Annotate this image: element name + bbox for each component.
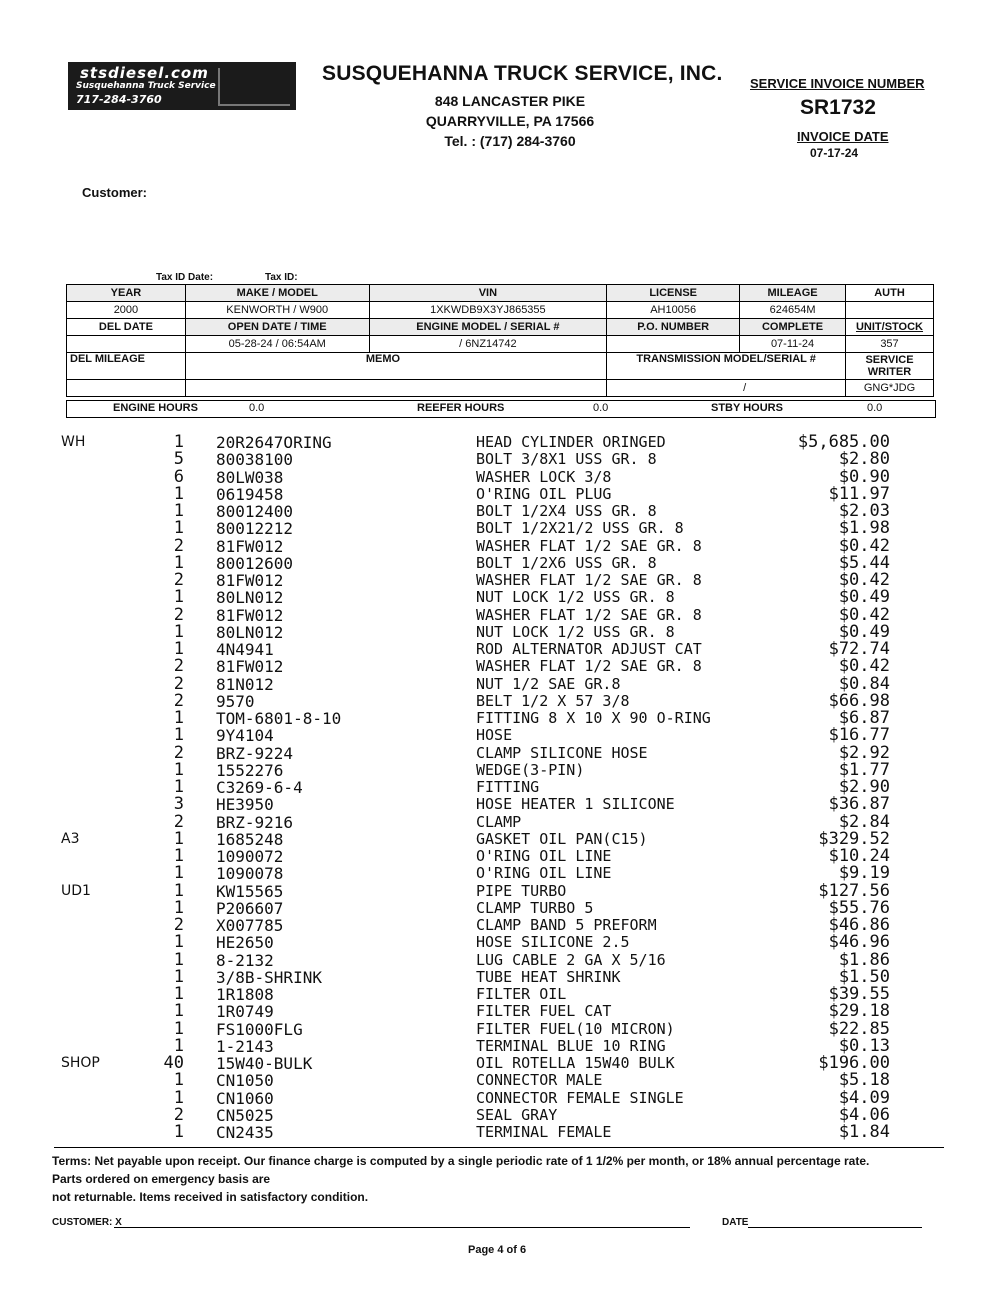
line-item-price: $36.87 xyxy=(828,794,890,815)
auth-label: AUTH xyxy=(846,285,934,302)
line-item-part-number: 80LN012 xyxy=(216,622,284,642)
line-item-qty: 1 xyxy=(173,483,184,504)
line-item-part-number: TOM-6801-8-10 xyxy=(216,709,342,728)
memo-label: MEMO xyxy=(185,353,606,380)
line-item-description: TUBE HEAT SHRINK xyxy=(476,967,621,986)
line-item-part-number: 81FW012 xyxy=(216,605,284,625)
line-item-part-number: FS1000FLG xyxy=(216,1019,303,1039)
vin-label: VIN xyxy=(369,285,607,302)
line-item-price: $39.55 xyxy=(828,984,890,1004)
line-item-price: $2.84 xyxy=(838,811,890,832)
line-item-price: $2.90 xyxy=(838,777,890,797)
line-item-description: CLAMP xyxy=(476,812,522,831)
make-model-value: KENWORTH / W900 xyxy=(185,302,369,319)
line-item-row xyxy=(0,466,1000,487)
logo-website: stsdiesel.com xyxy=(80,64,209,82)
line-item-description: HEAD CYLINDER ORINGED xyxy=(476,433,666,451)
customer-signature-line xyxy=(114,1227,690,1228)
line-item-qty: 1 xyxy=(173,1018,184,1039)
line-item-price: $5,685.00 xyxy=(797,432,890,452)
line-item-price: $0.42 xyxy=(838,656,890,677)
line-item-price: $11.97 xyxy=(828,483,890,504)
line-item-part-number: 1090078 xyxy=(216,864,284,884)
line-item-location: UD1 xyxy=(61,882,91,899)
line-item-row xyxy=(0,949,1000,970)
line-item-part-number: 1552276 xyxy=(216,760,284,780)
line-item-part-number: BRZ-9216 xyxy=(216,812,294,832)
line-item-qty: 1 xyxy=(173,966,184,987)
line-item-description: CLAMP TURBO 5 xyxy=(476,898,594,917)
line-item-price: $0.13 xyxy=(838,1035,890,1056)
line-item-qty: 1 xyxy=(173,552,184,573)
line-item-qty: 1 xyxy=(173,932,184,953)
line-item-part-number: 81FW012 xyxy=(216,571,284,590)
line-item-row xyxy=(0,1124,1000,1141)
page-number: Page 4 of 6 xyxy=(468,1244,527,1256)
line-item-qty: 2 xyxy=(173,656,184,677)
terms-line-2: Parts ordered on emergency basis are xyxy=(52,1172,271,1186)
line-item-qty: 1 xyxy=(173,828,184,849)
line-item-description: FILTER OIL xyxy=(476,985,567,1003)
line-item-qty: 1 xyxy=(173,897,184,918)
po-number-label: P.O. NUMBER xyxy=(607,319,740,336)
vin-value: 1XKWDB9X3YJ865355 xyxy=(369,302,607,319)
terms-line-1: Terms: Net payable upon receipt. Our finance charge is computed by a single periodic rate of 1 1/2% per month, or 18% annual percentage rate. xyxy=(52,1154,870,1168)
line-item-qty: 1 xyxy=(173,501,184,521)
line-item-price: $5.18 xyxy=(838,1070,890,1091)
line-item-description: LUG CABLE 2 GA X 5/16 xyxy=(476,950,666,969)
transmission-value: / xyxy=(607,380,846,397)
license-label: LICENSE xyxy=(607,285,740,302)
line-item-description: BOLT 1/2X6 USS GR. 8 xyxy=(476,553,657,572)
line-item-price: $1.50 xyxy=(838,966,890,987)
terms xyxy=(52,1152,952,1206)
line-item-qty: 2 xyxy=(173,1104,184,1125)
line-item-description: WASHER LOCK 3/8 xyxy=(476,467,612,486)
line-item-qty: 1 xyxy=(173,1070,184,1091)
line-item-description: HOSE HEATER 1 SILICONE xyxy=(476,795,675,814)
line-item-qty: 1 xyxy=(173,1122,184,1142)
line-item-location: WH xyxy=(61,434,86,450)
line-item-part-number: 81FW012 xyxy=(216,657,284,677)
line-item-price: $0.49 xyxy=(838,621,890,642)
line-item-qty: 1 xyxy=(173,1035,184,1056)
line-item-qty: 1 xyxy=(173,759,184,780)
line-item-part-number: 81FW012 xyxy=(216,536,284,556)
line-item-part-number: 80012212 xyxy=(216,519,294,539)
line-item-qty: 1 xyxy=(173,984,184,1004)
customer-label: Customer: xyxy=(82,185,148,200)
date-label: DATE xyxy=(722,1217,749,1228)
line-item-price: $1.84 xyxy=(838,1122,890,1142)
open-date-value: 05-28-24 / 06:54AM xyxy=(185,336,369,353)
line-item-description: SEAL GRAY xyxy=(476,1105,558,1124)
company-name: SUSQUEHANNA TRUCK SERVICE, INC. xyxy=(322,62,723,85)
date-line xyxy=(748,1227,922,1228)
line-item-price: $29.18 xyxy=(828,1001,890,1022)
line-item-qty: 1 xyxy=(173,777,184,797)
line-item-row xyxy=(0,589,1000,606)
line-item-part-number: 80LW038 xyxy=(216,467,284,487)
line-item-qty: 2 xyxy=(173,742,184,763)
unit-stock-label: UNIT/STOCK xyxy=(846,319,934,336)
line-item-part-number: 4N4941 xyxy=(216,640,274,659)
line-item-row xyxy=(0,934,1000,951)
line-item-row xyxy=(0,796,1000,813)
line-item-description: BOLT 3/8X1 USS GR. 8 xyxy=(476,450,657,469)
line-item-row xyxy=(0,451,1000,468)
line-item-qty: 1 xyxy=(173,949,184,970)
line-item-qty: 2 xyxy=(173,915,184,935)
unit-stock-value: 357 xyxy=(846,336,934,353)
line-item-price: $0.42 xyxy=(838,570,890,590)
line-item-part-number: HE3950 xyxy=(216,795,274,815)
line-item-part-number: KW15565 xyxy=(216,881,284,901)
mileage-label: MILEAGE xyxy=(740,285,846,302)
line-item-row xyxy=(0,811,1000,832)
line-item-row xyxy=(0,1003,1000,1020)
invoice-date: 07-17-24 xyxy=(810,146,859,160)
line-item-row xyxy=(0,1087,1000,1108)
line-item-price: $0.42 xyxy=(838,535,890,556)
line-item-price: $0.90 xyxy=(838,466,890,487)
line-item-qty: 40 xyxy=(163,1053,184,1073)
line-item-price: $46.96 xyxy=(828,932,890,953)
line-item-price: $4.06 xyxy=(838,1104,890,1125)
line-item-qty: 6 xyxy=(173,466,184,487)
line-item-row xyxy=(0,742,1000,763)
line-item-part-number: 0619458 xyxy=(216,484,284,504)
line-item-row xyxy=(0,1018,1000,1039)
line-item-qty: 1 xyxy=(173,846,184,866)
del-mileage-label: DEL MILEAGE xyxy=(67,353,186,380)
invoice-date-label: INVOICE DATE xyxy=(797,129,889,144)
auth-value xyxy=(846,302,934,319)
invoice-number-label: SERVICE INVOICE NUMBER xyxy=(750,76,925,91)
line-item-description: WASHER FLAT 1/2 SAE GR. 8 xyxy=(476,657,702,676)
del-date-label: DEL DATE xyxy=(67,319,186,336)
line-item-qty: 1 xyxy=(173,725,184,746)
line-item-qty: 1 xyxy=(173,432,184,452)
line-item-price: $1.77 xyxy=(838,759,890,780)
line-item-part-number: 9570 xyxy=(216,691,255,711)
line-item-part-number: BRZ-9224 xyxy=(216,743,294,763)
line-item-description: WASHER FLAT 1/2 SAE GR. 8 xyxy=(476,571,702,589)
line-item-part-number: 1685248 xyxy=(216,829,284,849)
company-city: QUARRYVILLE, PA 17566 xyxy=(425,113,595,129)
line-item-description: WEDGE(3-PIN) xyxy=(476,760,585,779)
line-item-row xyxy=(0,673,1000,694)
tax-id-date-label: Tax ID Date: xyxy=(156,272,214,283)
line-item-description: BELT 1/2 X 57 3/8 xyxy=(476,691,630,710)
line-item-description: TERMINAL BLUE 10 RING xyxy=(476,1036,666,1055)
line-item-qty: 2 xyxy=(173,604,184,625)
line-item-part-number: 1R0749 xyxy=(216,1002,274,1022)
logo-phone: 717-284-3760 xyxy=(76,93,162,106)
line-item-description: FITTING 8 X 10 X 90 O-RING xyxy=(476,709,711,727)
line-item-part-number: 1090072 xyxy=(216,847,284,866)
line-item-part-number: CN1060 xyxy=(216,1088,274,1108)
line-item-price: $16.77 xyxy=(828,725,890,746)
line-item-qty: 1 xyxy=(173,708,184,728)
line-item-description: O'RING OIL LINE xyxy=(476,847,612,865)
line-item-price: $2.03 xyxy=(838,501,890,521)
logo-name: Susquehanna Truck Service xyxy=(76,81,216,91)
reefer-hours-value: 0.0 xyxy=(593,402,609,414)
line-item-price: $22.85 xyxy=(828,1018,890,1039)
line-item-description: HOSE SILICONE 2.5 xyxy=(476,933,630,952)
line-item-description: WASHER FLAT 1/2 SAE GR. 8 xyxy=(476,536,702,555)
line-item-qty: 3 xyxy=(173,794,184,815)
line-item-price: $2.80 xyxy=(838,449,890,470)
line-item-qty: 1 xyxy=(173,1087,184,1108)
line-item-price: $72.74 xyxy=(828,639,890,659)
line-item-qty: 5 xyxy=(173,449,184,470)
engine-hours-value: 0.0 xyxy=(249,402,265,414)
line-item-location: SHOP xyxy=(61,1055,100,1071)
line-item-description: TERMINAL FEMALE xyxy=(476,1123,612,1141)
line-item-price: $1.98 xyxy=(838,518,890,539)
line-item-qty: 1 xyxy=(173,639,184,659)
line-item-description: BOLT 1/2X4 USS GR. 8 xyxy=(476,502,657,520)
line-item-row xyxy=(0,880,1000,901)
line-item-part-number: CN1050 xyxy=(216,1071,274,1091)
line-item-description: ROD ALTERNATOR ADJUST CAT xyxy=(476,640,702,658)
line-item-description: BOLT 1/2X21/2 USS GR. 8 xyxy=(476,519,684,538)
make-model-label: MAKE / MODEL xyxy=(185,285,369,302)
line-item-part-number: 20R2647ORING xyxy=(216,433,332,452)
line-item-description: FILTER FUEL(10 MICRON) xyxy=(476,1019,675,1038)
line-item-description: FILTER FUEL CAT xyxy=(476,1002,612,1021)
line-item-description: CONNECTOR MALE xyxy=(476,1071,603,1090)
line-item-price: $55.76 xyxy=(828,897,890,918)
line-item-description: CLAMP BAND 5 PREFORM xyxy=(476,916,657,934)
invoice-number: SR1732 xyxy=(800,96,876,119)
line-item-description: O'RING OIL LINE xyxy=(476,864,612,883)
hours-row xyxy=(66,400,936,418)
line-item-part-number: 80038100 xyxy=(216,450,294,470)
stby-hours-label: STBY HOURS xyxy=(711,402,783,414)
service-writer-value: GNG*JDG xyxy=(846,380,934,397)
line-item-price: $196.00 xyxy=(818,1053,890,1073)
line-item-part-number: 3/8B-SHRINK xyxy=(216,967,322,987)
line-item-qty: 2 xyxy=(173,535,184,556)
line-item-price: $6.87 xyxy=(838,708,890,728)
year-value: 2000 xyxy=(67,302,186,319)
transmission-label: TRANSMISSION MODEL/SERIAL # xyxy=(607,353,846,380)
open-date-label: OPEN DATE / TIME xyxy=(185,319,369,336)
line-item-description: CONNECTOR FEMALE SINGLE xyxy=(476,1088,684,1107)
line-item-qty: 1 xyxy=(173,518,184,539)
line-item-description: PIPE TURBO xyxy=(476,881,567,900)
company-logo xyxy=(68,62,296,110)
line-item-qty: 2 xyxy=(173,673,184,694)
line-item-qty: 1 xyxy=(173,621,184,642)
line-item-row xyxy=(0,520,1000,537)
line-item-qty: 2 xyxy=(173,690,184,711)
line-item-part-number: X007785 xyxy=(216,916,284,935)
mileage-value: 624654M xyxy=(740,302,846,319)
line-item-part-number: 80012600 xyxy=(216,553,294,573)
line-item-price: $46.86 xyxy=(828,915,890,935)
complete-label: COMPLETE xyxy=(740,319,846,336)
line-item-price: $0.49 xyxy=(838,587,890,608)
line-item-description: HOSE xyxy=(476,726,513,745)
service-writer-label: SERVICE WRITER xyxy=(846,353,934,380)
line-item-row xyxy=(0,604,1000,625)
line-item-part-number: 15W40-BULK xyxy=(216,1054,313,1073)
line-item-price: $0.84 xyxy=(838,673,890,694)
line-item-price: $1.86 xyxy=(838,949,890,970)
line-item-part-number: 80012400 xyxy=(216,502,294,521)
line-item-qty: 1 xyxy=(173,880,184,901)
line-item-price: $10.24 xyxy=(828,846,890,866)
line-item-part-number: 9Y4104 xyxy=(216,726,274,746)
line-item-part-number: 1R1808 xyxy=(216,985,274,1004)
tax-id-label: Tax ID: xyxy=(265,272,298,283)
line-item-price: $66.98 xyxy=(828,690,890,711)
vehicle-info-table xyxy=(66,284,934,397)
engine-hours-label: ENGINE HOURS xyxy=(113,402,198,414)
line-item-qty: 1 xyxy=(173,587,184,608)
line-item-description: CLAMP SILICONE HOSE xyxy=(476,743,648,762)
line-item-qty: 2 xyxy=(173,811,184,832)
line-item-row xyxy=(0,535,1000,556)
logo-truck-graphic xyxy=(218,68,290,106)
line-item-price: $329.52 xyxy=(818,828,890,849)
stby-hours-value: 0.0 xyxy=(867,402,883,414)
memo-value xyxy=(185,380,606,397)
line-item-part-number: CN5025 xyxy=(216,1105,274,1125)
del-date-value xyxy=(67,336,186,353)
footer-rule xyxy=(54,1147,944,1148)
company-street: 848 LANCASTER PIKE xyxy=(434,93,586,109)
line-item-row xyxy=(0,658,1000,675)
customer-signature-label: CUSTOMER: X xyxy=(52,1217,122,1228)
line-item-description: FITTING xyxy=(476,778,540,796)
line-item-part-number: 8-2132 xyxy=(216,950,274,970)
line-item-part-number: 1-2143 xyxy=(216,1036,274,1056)
engine-model-label: ENGINE MODEL / SERIAL # xyxy=(369,319,607,336)
line-item-description: GASKET OIL PAN(C15) xyxy=(476,829,648,848)
line-item-price: $9.19 xyxy=(838,863,890,884)
line-item-part-number: CN2435 xyxy=(216,1123,274,1142)
line-item-description: OIL ROTELLA 15W40 BULK xyxy=(476,1054,675,1072)
line-item-description: WASHER FLAT 1/2 SAE GR. 8 xyxy=(476,605,702,624)
year-label: YEAR xyxy=(67,285,186,302)
line-item-price: $4.09 xyxy=(838,1087,890,1108)
line-item-price: $127.56 xyxy=(818,880,890,901)
reefer-hours-label: REEFER HOURS xyxy=(417,402,505,414)
complete-value: 07-11-24 xyxy=(740,336,846,353)
line-item-description: NUT LOCK 1/2 USS GR. 8 xyxy=(476,622,675,641)
line-item-part-number: P206607 xyxy=(216,898,284,918)
line-item-description: NUT 1/2 SAE GR.8 xyxy=(476,674,621,693)
line-item-price: $2.92 xyxy=(838,742,890,763)
line-item-part-number: HE2650 xyxy=(216,933,274,953)
line-item-description: NUT LOCK 1/2 USS GR. 8 xyxy=(476,588,675,607)
company-phone: Tel. : (717) 284-3760 xyxy=(444,133,576,149)
terms-line-3: not returnable. Items received in satisfactory condition. xyxy=(52,1190,369,1204)
po-number-value xyxy=(607,336,740,353)
line-item-row xyxy=(0,727,1000,744)
line-item-qty: 1 xyxy=(173,863,184,884)
license-value: AH10056 xyxy=(607,302,740,319)
line-item-part-number: C3269-6-4 xyxy=(216,778,303,797)
line-item-part-number: 80LN012 xyxy=(216,588,284,608)
line-item-price: $5.44 xyxy=(838,552,890,573)
engine-model-value: / 6NZ14742 xyxy=(369,336,607,353)
line-item-row xyxy=(0,1072,1000,1089)
line-item-description: O'RING OIL PLUG xyxy=(476,484,612,503)
line-item-price: $0.42 xyxy=(838,604,890,625)
line-item-location: A3 xyxy=(61,830,80,847)
line-item-qty: 1 xyxy=(173,1001,184,1022)
line-item-qty: 2 xyxy=(173,570,184,590)
line-item-part-number: 81N012 xyxy=(216,674,274,694)
del-mileage-value xyxy=(67,380,186,397)
line-item-row xyxy=(0,865,1000,882)
